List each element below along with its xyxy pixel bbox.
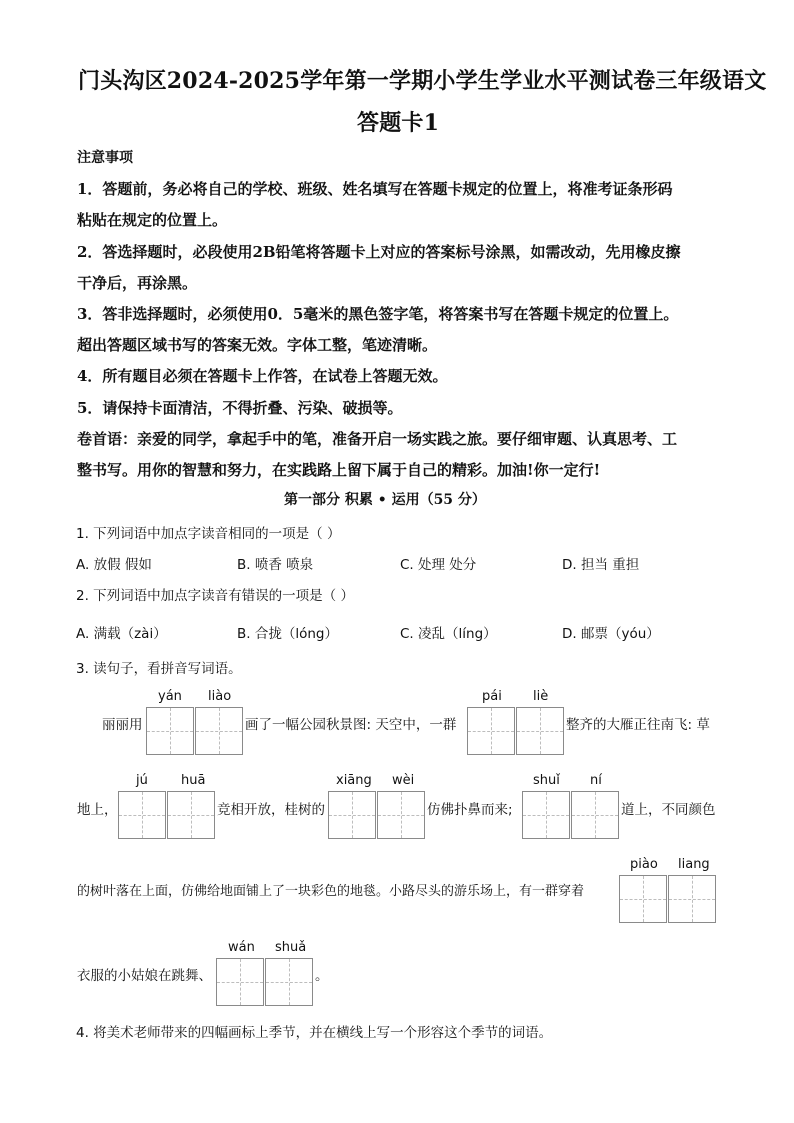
writing-box[interactable] [377, 791, 425, 839]
pinyin-label: jú [136, 773, 148, 788]
pinyin-label: liè [533, 689, 549, 704]
sentence-text: 地上， [77, 802, 118, 818]
writing-box[interactable] [265, 958, 313, 1006]
sentence-text: 衣服的小姑娘在跳舞、 [77, 968, 212, 984]
preface-line: 卷首语：亲爱的同学，拿起手中的笔，准备开启一场实践之旅。要仔细审题、认真思考、工 [77, 430, 678, 448]
writing-box[interactable] [516, 707, 564, 755]
pinyin-label: wèi [392, 773, 415, 788]
sentence-text: 竞相开放，桂树的 [217, 802, 325, 818]
notice-line: 超出答题区域书写的答案无效。字体工整，笔迹清晰。 [77, 336, 438, 354]
pinyin-label: wán [228, 940, 255, 955]
writing-box[interactable] [522, 791, 570, 839]
sentence-text: 整齐的大雁正往南飞: 草 [566, 717, 710, 733]
writing-box[interactable] [668, 875, 716, 923]
notice-line: 4．所有题目必须在答题卡上作答，在试卷上答题无效。 [77, 367, 448, 385]
section-title: 第一部分 积累 • 运用（55 分） [284, 492, 486, 508]
writing-box[interactable] [195, 707, 243, 755]
question-2-stem: 2. 下列词语中加点字读音有错误的一项是（ ） [76, 588, 354, 604]
q2-option-a[interactable]: A. 满载（zài） [76, 626, 167, 642]
q2-option-b[interactable]: B. 合拢（lóng） [237, 626, 338, 642]
q1-option-d[interactable]: D. 担当 重担 [562, 557, 640, 573]
q1-option-b[interactable]: B. 喷香 喷泉 [237, 557, 314, 573]
sentence-text: 仿佛扑鼻而来; [427, 802, 513, 818]
notice-line: 粘贴在规定的位置上。 [77, 211, 228, 229]
notice-line: 干净后，再涂黑。 [77, 274, 198, 292]
writing-box[interactable] [146, 707, 194, 755]
pinyin-label: liào [208, 689, 232, 704]
sentence-text: 的树叶落在上面，仿佛给地面铺上了一块彩色的地毯。小路尽头的游乐场上，有一群穿着 [77, 884, 585, 899]
writing-box[interactable] [118, 791, 166, 839]
page-title: 门头沟区2024-2025学年第一学期小学生学业水平测试卷三年级语文 [78, 68, 767, 94]
sentence-text: 丽丽用 [102, 717, 143, 733]
pinyin-label: huā [181, 773, 206, 788]
sentence-text: 画了一幅公园秋景图: 天空中，一群 [245, 717, 457, 733]
q1-option-a[interactable]: A. 放假 假如 [76, 557, 152, 573]
notice-line: 2．答选择题时，必段使用2B铅笔将答题卡上对应的答案标号涂黑，如需改动，先用橡皮擦 [77, 243, 681, 261]
sentence-text: 。 [315, 968, 329, 984]
notice-heading: 注意事项 [77, 150, 133, 166]
preface-line: 整书写。用你的智慧和努力，在实践路上留下属于自己的精彩。加油!你一定行! [77, 461, 601, 479]
writing-box[interactable] [328, 791, 376, 839]
writing-box[interactable] [619, 875, 667, 923]
pinyin-label: shuǎ [275, 940, 307, 955]
notice-line: 3．答非选择题时，必须使用0．5毫米的黑色签字笔，将答案书写在答题卡规定的位置上。 [77, 305, 679, 323]
pinyin-label: pái [482, 689, 502, 704]
question-1-stem: 1. 下列词语中加点字读音相同的一项是（ ） [76, 526, 341, 542]
page-subtitle: 答题卡1 [357, 110, 440, 136]
pinyin-label: yán [158, 689, 182, 704]
question-4-stem: 4. 将美术老师带来的四幅画标上季节，并在横线上写一个形容这个季节的词语。 [76, 1025, 553, 1041]
notice-line: 1．答题前，务必将自己的学校、班级、姓名填写在答题卡规定的位置上，将准考证条形码 [77, 180, 673, 198]
writing-box[interactable] [571, 791, 619, 839]
q1-option-c[interactable]: C. 处理 处分 [400, 557, 477, 573]
pinyin-label: piào [630, 857, 658, 872]
pinyin-label: xiāng [336, 773, 372, 788]
sentence-text: 道上，不同颜色 [621, 802, 716, 818]
q2-option-d[interactable]: D. 邮票（yóu） [562, 626, 660, 642]
writing-box[interactable] [216, 958, 264, 1006]
writing-box[interactable] [467, 707, 515, 755]
q2-option-c[interactable]: C. 凌乱（líng） [400, 626, 497, 642]
question-3-stem: 3. 读句子，看拼音写词语。 [76, 661, 242, 677]
notice-line: 5．请保持卡面清洁，不得折叠、污染、破损等。 [77, 399, 403, 417]
pinyin-label: shuǐ [533, 773, 560, 788]
pinyin-label: liang [678, 857, 710, 872]
pinyin-label: ní [590, 773, 602, 788]
writing-box[interactable] [167, 791, 215, 839]
